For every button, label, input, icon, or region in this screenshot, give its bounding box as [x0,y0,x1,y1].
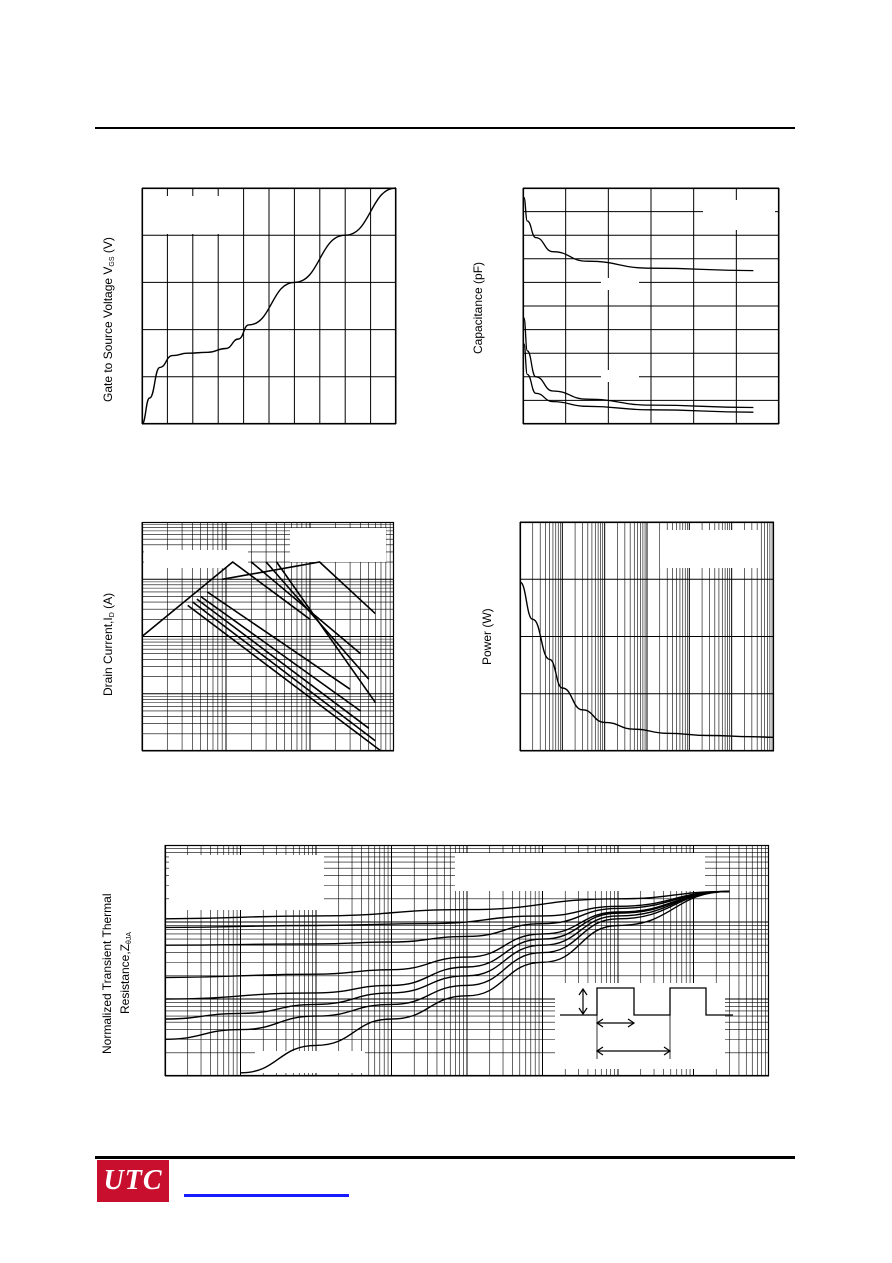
series-line-7 [188,605,381,751]
blank-label-area [601,278,639,290]
series-line-2 [524,318,754,408]
pulse-diagram-background [555,983,725,1069]
utc-logo: UTC [97,1160,169,1202]
blank-label-area [601,370,639,382]
blank-label-area [255,1051,365,1073]
single-pulse-power-chart [520,522,774,751]
series-line-5 [197,599,369,728]
website-link-underline[interactable] [184,1194,349,1197]
blank-label-area [660,530,760,568]
blank-label-area [703,200,775,230]
safe-operating-area-chart [142,522,394,751]
blank-label-area [290,528,386,562]
footer-rule [95,1156,795,1159]
capacitance-y-axis-label: Capacitance (pF) [471,261,485,354]
gate-charge-chart [142,188,396,424]
thermal-y-axis-label-line1: Normalized Transient Thermal [100,893,114,1054]
transient-thermal-chart [165,845,769,1076]
power-y-axis-label: Power (W) [480,608,494,665]
header-rule [95,127,795,129]
series-line-6 [193,602,376,741]
pulse-diagram [555,983,733,1069]
gate-charge-y-axis-label: Gate to Source Voltage $V_{GS}$ (V) [101,237,116,402]
blank-label-area [169,855,324,910]
blank-label-area [455,853,705,891]
soa-y-axis-label: Drain $Current,I_D$ (A) [101,592,116,696]
thermal-y-axis-label-line2: $Resistance,Z_{\theta JA}$ [118,931,133,1014]
blank-label-area [152,196,230,234]
capacitance-chart [523,188,779,424]
blank-label-area [144,550,248,568]
